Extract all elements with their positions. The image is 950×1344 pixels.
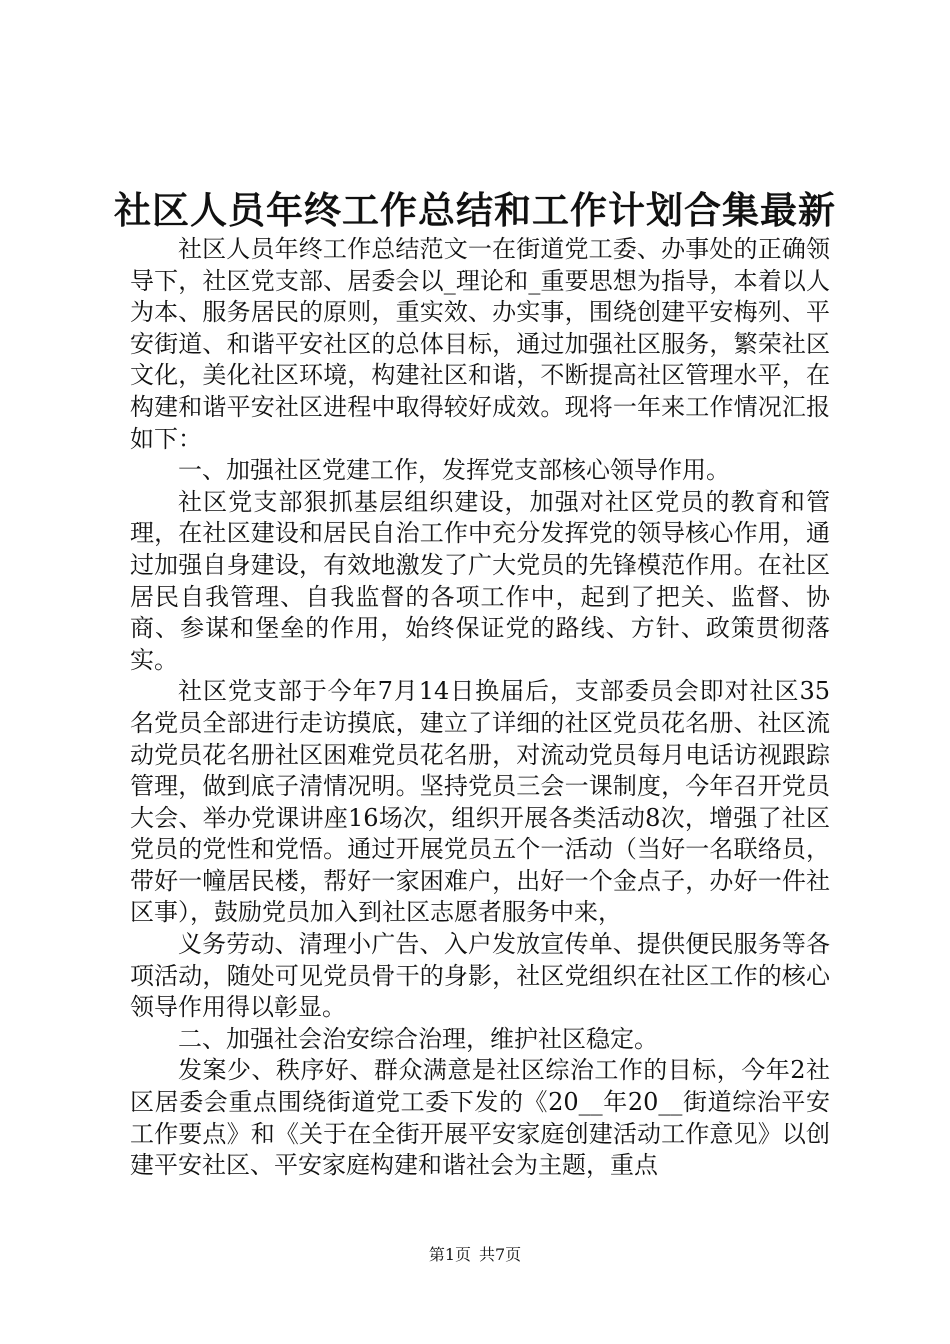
section-heading-2: 二、加强社会治安综合治理，维护社区稳定。 — [178, 1024, 658, 1053]
section-heading-1: 一、加强社区党建工作，发挥党支部核心领导作用。 — [178, 456, 730, 485]
paragraph-party-building: 社区党支部狠抓基层组织建设，加强对社区党员的教育和管理，在社区建设和居民自治工作中充分发挥党的领导核心作用，通过加强自身建设，有效地激发了广大党员的先锋模范作用。在社区居民自我管理、自我监督的各项工作中，起到了把关、监督、协商、参谋和堡垒的作用，始终保证党的路线、方针、政策贯彻落实。 — [130, 487, 830, 674]
total-pages: 共7页 — [479, 1245, 522, 1264]
paragraph-public-security: 发案少、秩序好、群众满意是社区综治工作的目标，今年2社区居委会重点围绕街道党工委下发的《20__年20__街道综治平安工作要点》和《关于在全街开展平安家庭创建活动工作意见》以创建平安社区、平安家庭构建和谐社会为主题，重点 — [130, 1056, 830, 1180]
paragraph-volunteer-activities: 义务劳动、清理小广告、入户发放宣传单、提供便民服务等各项活动，随处可见党员骨干的身影，社区党组织在社区工作的核心领导作用得以彰显。 — [130, 930, 830, 1022]
page-number: 第1页 — [428, 1245, 471, 1264]
paragraph-party-branch: 社区党支部于今年7月14日换届后，支部委员会即对社区35名党员全部进行走访摸底，建立了详细的社区党员花名册、社区流动党员花名册社区困难党员花名册，对流动党员每月电话访视跟踪管理，做到底子清情况明。坚持党员三会一课制度，今年召开党员大会、举办党课讲座16场次，组织开展各类活动8次，增强了社区党员的党性和党悟。通过开展党员五个一活动（当好一名联络员，带好一幢居民楼，帮好一家困难户，出好一个金点子，办好一件社区事），鼓励党员加入到社区志愿者服务中来， — [130, 677, 830, 927]
document-body — [130, 234, 830, 1182]
document-title: 社区人员年终工作总结和工作计划合集最新 — [114, 188, 836, 232]
page-footer — [0, 1244, 950, 1266]
paragraph-intro: 社区人员年终工作总结范文一在街道党工委、办事处的正确领导下，社区党支部、居委会以_理论和_重要思想为指导，本着以人为本、服务居民的原则，重实效、办实事，围绕创建平安梅列、平安街道、和谐平安社区的总体目标，通过加强社区服务，繁荣社区文化，美化社区环境，构建社区和谐，不断提高社区管理水平，在构建和谐平安社区进程中取得较好成效。现将一年来工作情况汇报如下： — [130, 235, 830, 453]
